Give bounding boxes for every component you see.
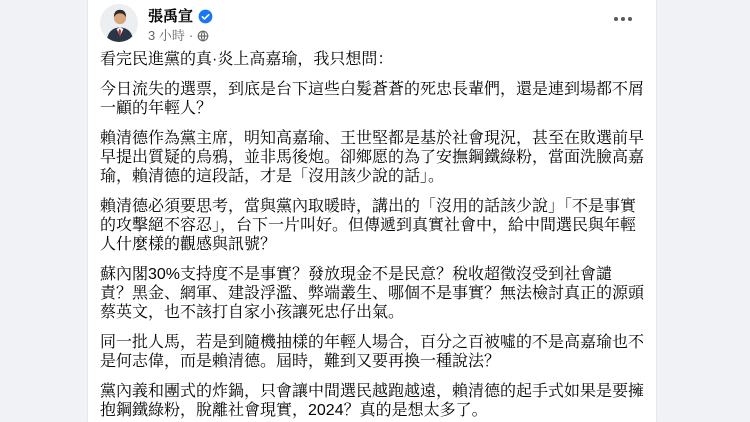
more-options-button[interactable]: [606, 6, 640, 32]
more-options-icon: [614, 17, 618, 21]
avatar[interactable]: [100, 4, 138, 42]
globe-icon: [197, 30, 209, 42]
post-paragraph: 同一批人馬，若是到隨機抽樣的年輕人場合，百分之百被噓的不是高嘉瑜也不是何志偉，而是賴清德。屆時，難到又要再換一種說法？: [100, 334, 645, 370]
post-paragraph: 黨內義和團式的炸鍋，只會讓中間選民越跑越遠，賴清德的起手式如果是要擁抱鋼鐵綠粉，脫離社會現實，2024？真的是想太多了。: [100, 383, 645, 419]
author-name[interactable]: 張禹宣: [148, 8, 194, 25]
verified-badge-icon: [198, 9, 213, 24]
post-paragraph: 賴清德必須要思考，當與黨內取暖時，講出的「沒用的話該少說」「不是事實的攻擊絕不容忍」，台下一片叫好。但傳遞到真實社會中，給中間選民與年輕人什麼樣的觀感與訊號？: [100, 198, 637, 253]
post-card: [88, 0, 656, 422]
timestamp[interactable]: 3 小時: [148, 28, 185, 43]
post-header: [88, 0, 656, 44]
post-paragraph: 蘇內閣30%支持度不是事實？發放現金不是民意？稅收超徵沒受到社會譴責？黑金、網軍、建設浮濫、弊端叢生、哪個不是事實？無法檢討真正的源頭蔡英文，也不該打自家小孩讓死忠仔出氣。: [100, 266, 645, 321]
post-paragraph: 賴清德作為黨主席，明知高嘉瑜、王世堅都是基於社會現況，甚至在敗選前早早提出質疑的烏鴉，並非馬後炮。卻鄉愿的為了安撫鋼鐵綠粉，當面洗臉高嘉瑜，賴清德的這段話，才是「沒用該少說的話」。: [100, 130, 645, 185]
post-paragraph: 看完民進黨的真·炎上高嘉瑜，我只想問：: [100, 51, 394, 68]
meta-separator: ·: [188, 28, 194, 43]
avatar-photo: [100, 4, 138, 42]
post-text: [88, 44, 656, 420]
author-block: [148, 4, 213, 44]
post-paragraph: 今日流失的選票，到底是台下這些白髮蒼蒼的死忠長輩們，還是連到場都不屑一顧的年輕人？: [100, 81, 645, 117]
